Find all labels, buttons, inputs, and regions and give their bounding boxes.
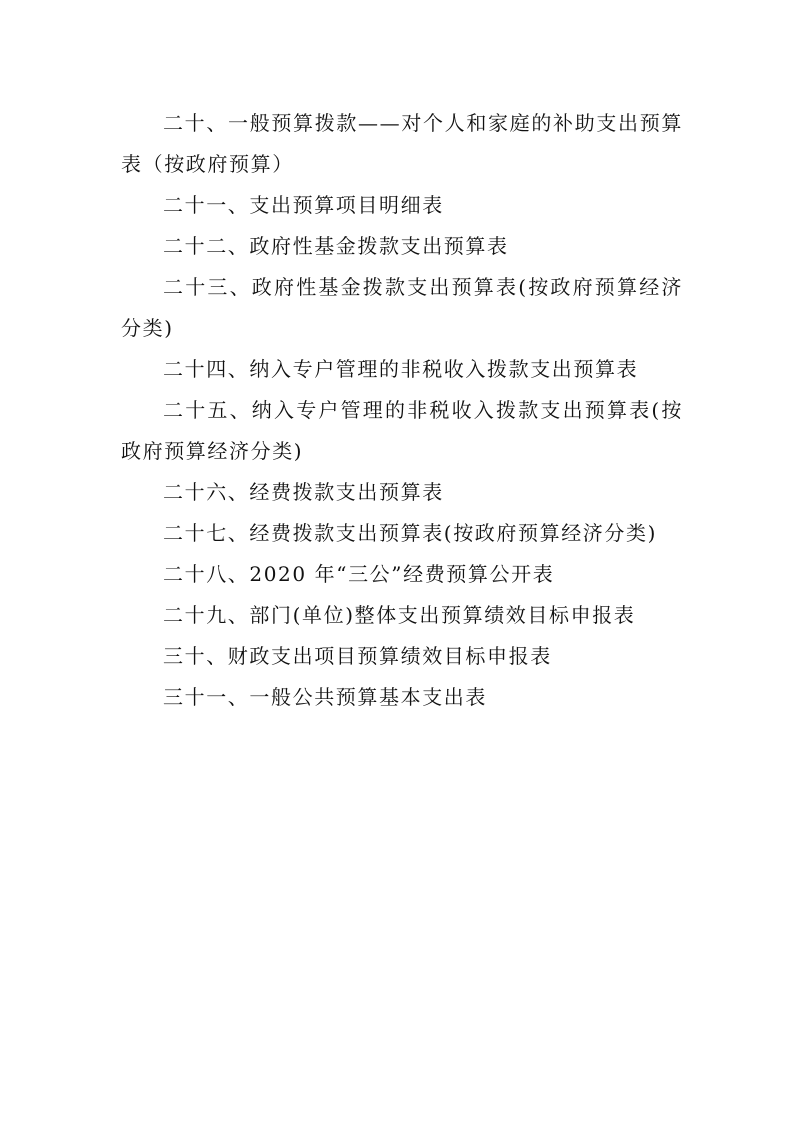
- toc-item-26: 二十六、经费拨款支出预算表: [163, 480, 444, 504]
- table-of-contents: [121, 103, 683, 718]
- toc-item-28: 二十八、2020 年“三公”经费预算公开表: [163, 562, 555, 586]
- toc-item-30: 三十、财政支出项目预算绩效目标申报表: [163, 644, 552, 668]
- toc-item-29: 二十九、部门(单位)整体支出预算绩效目标申报表: [163, 603, 636, 627]
- toc-item-23: 二十三、政府性基金拨款支出预算表(按政府预算经济分类): [121, 275, 683, 340]
- toc-item-24: 二十四、纳入专户管理的非税收入拨款支出预算表: [163, 357, 639, 381]
- toc-item-25: 二十五、纳入专户管理的非税收入拨款支出预算表(按政府预算经济分类): [121, 398, 683, 463]
- toc-item-20: 二十、一般预算拨款——对个人和家庭的补助支出预算表（按政府预算）: [121, 111, 683, 176]
- toc-item-22: 二十二、政府性基金拨款支出预算表: [163, 234, 509, 258]
- toc-item-31: 三十一、一般公共预算基本支出表: [163, 685, 487, 709]
- toc-item-21: 二十一、支出预算项目明细表: [163, 193, 444, 217]
- toc-item-27: 二十七、经费拨款支出预算表(按政府预算经济分类): [163, 521, 658, 545]
